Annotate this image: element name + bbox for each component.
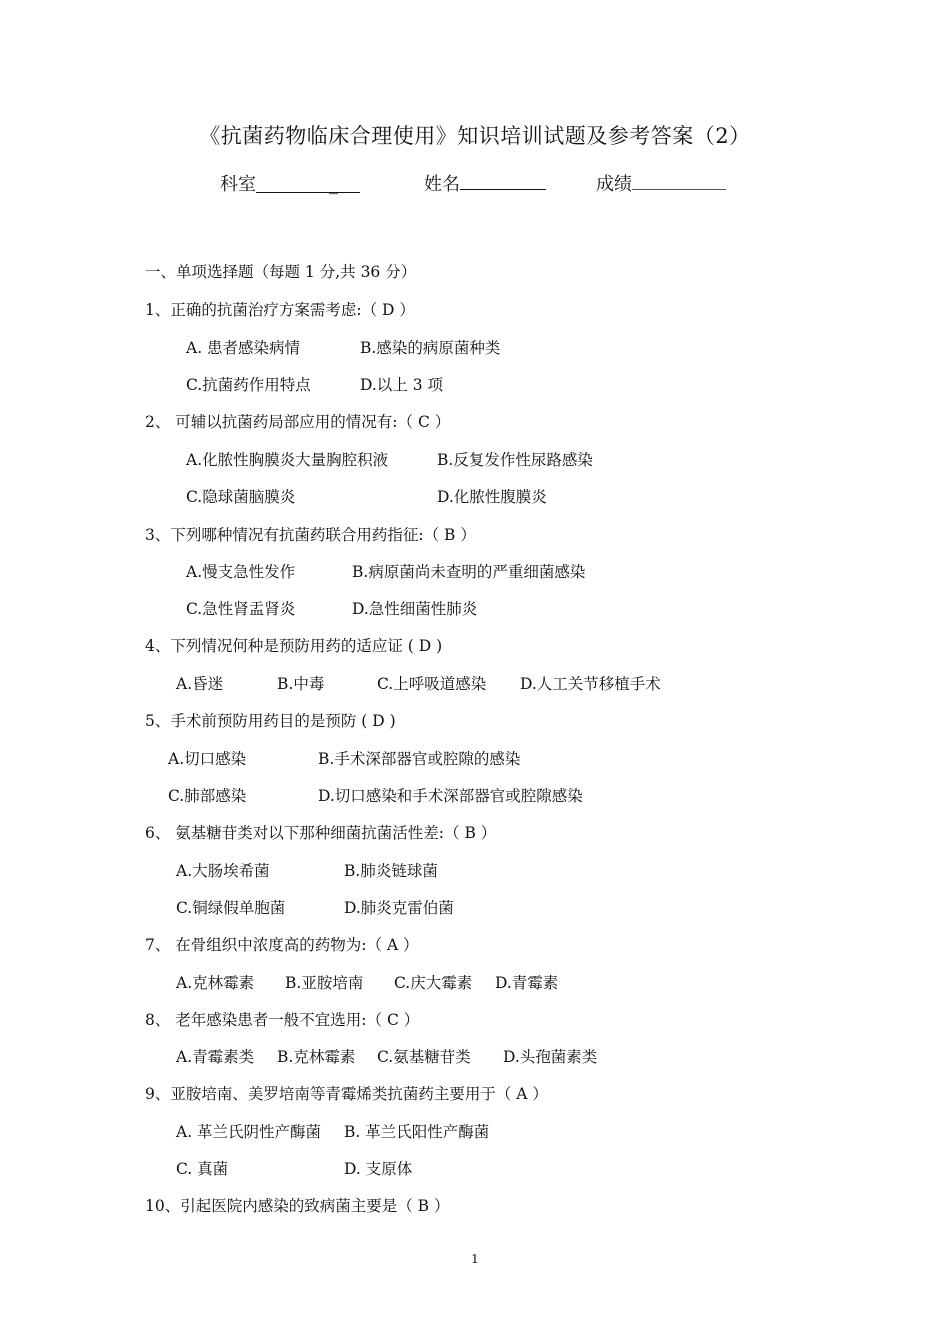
option-8d: D.头孢菌素类 bbox=[503, 1048, 598, 1066]
name-label: 姓名 bbox=[424, 174, 460, 195]
option-1c: C.抗菌药作用特点 bbox=[186, 376, 311, 394]
option-6c: C.铜绿假单胞菌 bbox=[176, 899, 286, 917]
option-5d: D.切口感染和手术深部器官或腔隙感染 bbox=[318, 787, 583, 805]
option-2c: C.隐球菌脑膜炎 bbox=[186, 488, 296, 506]
option-8a: A.青霉素类 bbox=[176, 1048, 255, 1066]
section-title: 一、单项选择题（每题 1 分,共 36 分） bbox=[145, 263, 417, 281]
score-label: 成绩 bbox=[596, 174, 632, 195]
department-label: 科室 bbox=[220, 174, 256, 195]
option-3d: D.急性细菌性肺炎 bbox=[352, 600, 478, 618]
page-number: 1 bbox=[471, 1252, 479, 1266]
option-1b: B.感染的病原菌种类 bbox=[360, 339, 501, 357]
question-9: 9、亚胺培南、美罗培南等青霉烯类抗菌药主要用于（ A ） bbox=[145, 1085, 548, 1103]
option-6a: A.大肠埃希菌 bbox=[176, 862, 270, 880]
option-6b: B.肺炎链球菌 bbox=[344, 862, 438, 880]
department-blank-text: _ bbox=[329, 174, 338, 195]
option-4b: B.中毒 bbox=[277, 675, 325, 693]
question-5: 5、手术前预防用药目的是预防 ( D ) bbox=[145, 712, 396, 730]
option-2a: A.化脓性胸膜炎大量胸腔积液 bbox=[186, 451, 389, 469]
option-1d: D.以上 3 项 bbox=[360, 376, 444, 394]
option-8b: B.克林霉素 bbox=[277, 1048, 356, 1066]
score-field bbox=[596, 170, 726, 198]
option-3a: A.慢支急性发作 bbox=[186, 563, 296, 581]
question-3: 3、下列哪种情况有抗菌药联合用药指征:（ B ） bbox=[145, 526, 476, 544]
option-1a: A. 患者感染病情 bbox=[186, 339, 301, 357]
option-7d: D.青霉素 bbox=[495, 974, 559, 992]
name-field bbox=[424, 170, 546, 198]
score-blank[interactable] bbox=[632, 171, 726, 190]
option-9d: D. 支原体 bbox=[344, 1160, 413, 1178]
option-9a: A. 革兰氏阴性产酶菌 bbox=[176, 1123, 322, 1141]
option-5c: C.肺部感染 bbox=[168, 787, 247, 805]
option-4c: C.上呼吸道感染 bbox=[377, 675, 487, 693]
option-7b: B.亚胺培南 bbox=[285, 974, 364, 992]
option-4a: A.昏迷 bbox=[176, 675, 224, 693]
option-7a: A.克林霉素 bbox=[176, 974, 255, 992]
option-2d: D.化脓性腹膜炎 bbox=[437, 488, 547, 506]
option-4d: D.人工关节移植手术 bbox=[520, 675, 661, 693]
option-9b: B. 革兰氏阳性产酶菌 bbox=[344, 1123, 490, 1141]
option-8c: C.氨基糖苷类 bbox=[377, 1048, 471, 1066]
department-blank[interactable] bbox=[256, 174, 360, 193]
option-3c: C.急性肾盂肾炎 bbox=[186, 600, 296, 618]
option-9c: C. 真菌 bbox=[176, 1160, 229, 1178]
question-10: 10、引起医院内感染的致病菌主要是（ B ） bbox=[145, 1197, 450, 1215]
department-field bbox=[220, 170, 360, 198]
option-7c: C.庆大霉素 bbox=[394, 974, 473, 992]
option-5b: B.手术深部器官或腔隙的感染 bbox=[318, 750, 521, 768]
question-8: 8、 老年感染患者一般不宜选用:（ C ） bbox=[145, 1011, 420, 1029]
question-4: 4、下列情况何种是预防用药的适应证 ( D ) bbox=[145, 637, 443, 655]
question-6: 6、 氨基糖苷类对以下那种细菌抗菌活性差:（ B ） bbox=[145, 824, 497, 842]
option-3b: B.病原菌尚未查明的严重细菌感染 bbox=[352, 563, 586, 581]
document-title: 《抗菌药物临床合理使用》知识培训试题及参考答案（2） bbox=[199, 124, 751, 148]
option-5a: A.切口感染 bbox=[168, 750, 247, 768]
option-2b: B.反复发作性尿路感染 bbox=[437, 451, 593, 469]
question-7: 7、 在骨组织中浓度高的药物为:（ A ） bbox=[145, 936, 419, 954]
question-2: 2、 可辅以抗菌药局部应用的情况有:（ C ） bbox=[145, 413, 451, 431]
name-blank[interactable] bbox=[460, 171, 546, 190]
option-6d: D.肺炎克雷伯菌 bbox=[344, 899, 454, 917]
question-1: 1、正确的抗菌治疗方案需考虑:（ D ） bbox=[145, 301, 415, 319]
